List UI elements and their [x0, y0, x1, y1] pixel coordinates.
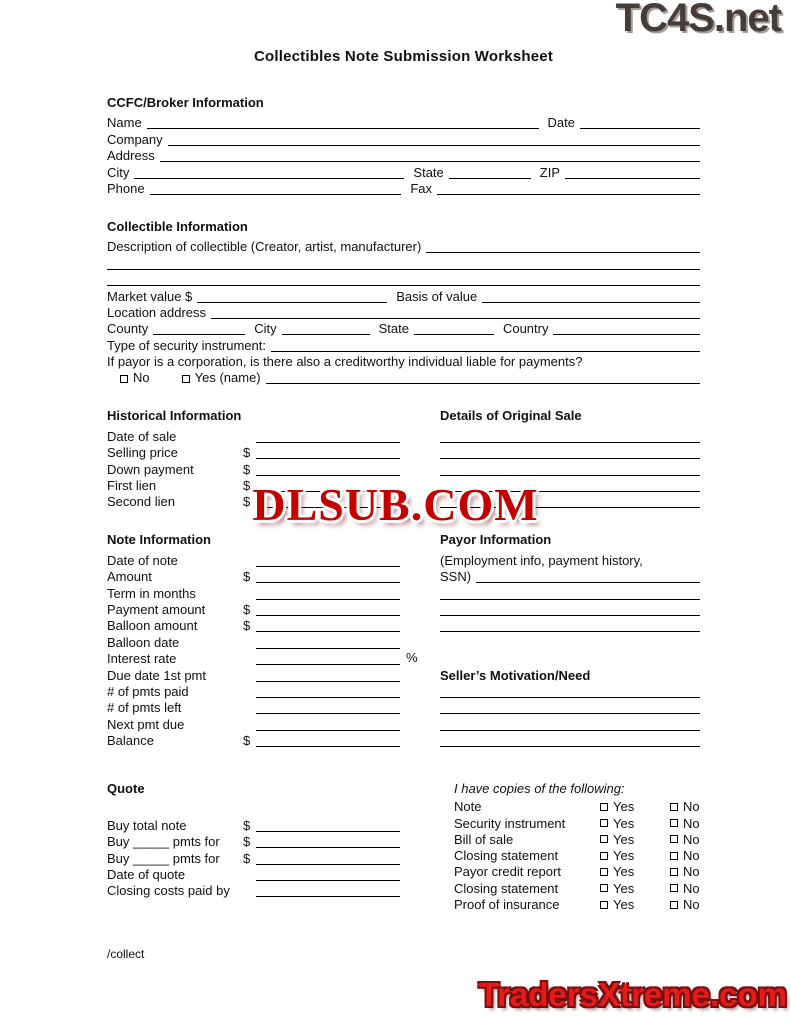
phone-label: Phone — [107, 180, 145, 196]
field-row — [440, 427, 700, 443]
field-row — [440, 444, 700, 460]
original-sale-heading: Details of Original Sale — [440, 408, 582, 424]
collect-footnote: /collect — [107, 946, 145, 961]
blank-line[interactable] — [440, 695, 700, 698]
state-blank-line[interactable] — [414, 332, 494, 335]
description-blank-line-3[interactable] — [107, 283, 700, 286]
copy-item-row — [454, 896, 700, 912]
blank-line[interactable] — [476, 580, 700, 583]
spacer — [107, 800, 440, 816]
copies-column — [440, 781, 700, 913]
field-row — [107, 444, 400, 460]
payor-note-line — [440, 551, 700, 567]
field-row — [440, 732, 700, 748]
address-blank-line[interactable] — [160, 159, 700, 162]
description-extra-row — [107, 254, 700, 270]
security-instrument-blank-line[interactable] — [271, 349, 700, 352]
basis-blank-line[interactable] — [482, 300, 700, 303]
field-label: # of pmts left — [107, 700, 182, 716]
dollar-sign: $ — [243, 478, 251, 494]
city-blank-line[interactable] — [134, 176, 404, 179]
copy-item-label: Payor credit report — [454, 864, 561, 880]
field-row — [440, 699, 700, 715]
field-row — [440, 715, 700, 731]
field-row — [107, 460, 400, 476]
address-row — [107, 147, 700, 163]
no-label: No — [683, 848, 700, 864]
copy-item-label: Closing statement — [454, 880, 559, 896]
dollar-sign: $ — [243, 569, 251, 585]
yes-checkbox[interactable] — [600, 852, 608, 860]
basis-label: Basis of value — [396, 288, 478, 304]
blank-line[interactable] — [440, 613, 700, 616]
dollar-sign: $ — [243, 850, 251, 866]
company-row — [107, 130, 700, 146]
phone-fax-row — [107, 180, 700, 196]
tradersxtreme-logo: TradersXtreme.com — [478, 976, 787, 1013]
field-label: Payment amount — [107, 601, 206, 617]
payor-heading: Payor Information — [440, 532, 552, 548]
field-label: Next pmt due — [107, 716, 185, 732]
country-label: Country — [502, 321, 549, 337]
no-checkbox[interactable] — [670, 803, 678, 811]
yes-checkbox[interactable] — [600, 819, 608, 827]
dlsub-watermark: DLSUB.COM — [252, 479, 539, 530]
field-label: # of pmts paid — [107, 683, 189, 699]
blank-line[interactable] — [256, 894, 400, 897]
blank-line[interactable] — [256, 829, 400, 832]
dollar-sign: $ — [243, 817, 251, 833]
field-label: First lien — [107, 478, 157, 494]
county-city-state-country-row — [107, 320, 700, 336]
dollar-sign: $ — [243, 445, 251, 461]
copy-item-label: Closing statement — [454, 848, 559, 864]
blank-line[interactable] — [256, 711, 400, 714]
copy-item-label: Note — [454, 799, 482, 815]
yes-checkbox[interactable] — [600, 901, 608, 909]
field-row — [440, 460, 700, 476]
address-label: Address — [107, 148, 155, 164]
field-row — [107, 715, 400, 731]
field-row — [107, 699, 400, 715]
blank-line[interactable] — [440, 744, 700, 747]
field-row — [107, 601, 400, 617]
historical-heading: Historical Information — [107, 408, 242, 424]
blank-line[interactable] — [256, 728, 400, 731]
blank-line[interactable] — [256, 564, 400, 567]
yes-label: Yes — [613, 831, 635, 847]
yes-label: Yes — [613, 799, 635, 815]
no-checkbox[interactable] — [670, 852, 678, 860]
copy-item-row — [454, 848, 700, 864]
field-label: Date of note — [107, 552, 178, 568]
ssn-row — [440, 568, 700, 584]
field-label: Balloon amount — [107, 618, 198, 634]
company-blank-line[interactable] — [168, 143, 700, 146]
blank-line[interactable] — [256, 629, 400, 632]
quote-section — [107, 781, 700, 913]
motivation-heading: Seller’s Motivation/Need — [440, 667, 591, 683]
field-row — [107, 617, 400, 633]
description-label: Description of collectible (Creator, artist, manufacturer) — [107, 239, 422, 255]
description-extra-row — [107, 271, 700, 287]
field-row — [107, 633, 400, 649]
description-blank-line[interactable] — [426, 250, 700, 253]
blank-line[interactable] — [256, 679, 400, 682]
state-blank-line[interactable] — [449, 176, 531, 179]
city-label: City — [254, 321, 277, 337]
blank-line[interactable] — [256, 473, 400, 476]
note-section — [107, 532, 700, 748]
security-instrument-row — [107, 336, 700, 352]
blank-line[interactable] — [256, 662, 400, 665]
city-label: City — [107, 164, 130, 180]
no-checkbox[interactable] — [670, 835, 678, 843]
field-row — [107, 584, 400, 600]
zip-blank-line[interactable] — [565, 176, 700, 179]
corporation-answer-row — [107, 369, 700, 385]
field-label: Balance — [107, 733, 154, 749]
field-row — [107, 683, 400, 699]
field-row — [107, 650, 418, 667]
blank-line[interactable] — [256, 597, 400, 600]
name-label: Name — [107, 115, 142, 131]
no-checkbox[interactable] — [670, 819, 678, 827]
payor-note-text: (Employment info, payment history, — [440, 552, 643, 568]
field-label: Balloon date — [107, 634, 180, 650]
county-blank-line[interactable] — [153, 332, 245, 335]
yes-label: Yes — [613, 880, 635, 896]
quote-heading: Quote — [107, 781, 145, 797]
dollar-sign: $ — [243, 618, 251, 634]
field-label: Selling price — [107, 445, 178, 461]
blank-line[interactable] — [256, 862, 400, 865]
fax-blank-line[interactable] — [437, 192, 700, 195]
field-row — [440, 601, 700, 617]
field-label: Buy total note — [107, 817, 187, 833]
copy-item-row — [454, 864, 700, 880]
dollar-sign: $ — [243, 834, 251, 850]
field-row — [107, 817, 400, 833]
no-label: No — [683, 799, 700, 815]
empty-row — [440, 650, 700, 666]
blank-line[interactable] — [440, 473, 700, 476]
no-label: No — [683, 897, 700, 913]
state-label: State — [413, 164, 444, 180]
copy-item-row — [454, 880, 700, 896]
copies-heading: I have copies of the following: — [454, 781, 625, 797]
company-label: Company — [107, 131, 163, 147]
broker-heading: CCFC/Broker Information — [107, 95, 264, 110]
state-label: State — [378, 321, 409, 337]
corporation-question: If payor is a corporation, is there also a creditworthy individual liable for payments? — [107, 354, 583, 370]
date-blank-line[interactable] — [580, 126, 700, 129]
quote-column — [107, 781, 440, 913]
field-row — [107, 568, 400, 584]
percent-sign: % — [406, 650, 418, 666]
yes-checkbox[interactable] — [600, 884, 608, 892]
copy-item-label: Proof of insurance — [454, 897, 560, 913]
field-label: Date of quote — [107, 867, 186, 883]
dollar-sign: $ — [243, 461, 251, 477]
location-label: Location address — [107, 304, 207, 320]
copy-item-row — [454, 815, 700, 831]
field-row — [107, 849, 400, 865]
yes-checkbox[interactable] — [600, 835, 608, 843]
empty-row — [440, 633, 700, 649]
phone-blank-line[interactable] — [150, 192, 402, 195]
field-label: Due date 1st pmt — [107, 667, 206, 683]
dollar-sign: $ — [243, 733, 251, 749]
field-row — [107, 666, 400, 682]
yes-label: Yes — [613, 864, 635, 880]
name-date-row — [107, 114, 700, 130]
field-label: Amount — [107, 569, 152, 585]
blank-line[interactable] — [256, 845, 400, 848]
ssn-label: SSN) — [440, 569, 472, 585]
copy-item-label: Security instrument — [454, 815, 566, 831]
yes-name-label: Yes (name) — [194, 370, 261, 386]
blank-line[interactable] — [256, 456, 400, 459]
page-title: Collectibles Note Submission Worksheet — [253, 48, 554, 65]
collectible-section — [107, 219, 700, 386]
field-label: Closing costs paid by — [107, 883, 230, 899]
broker-section — [107, 95, 700, 196]
blank-line[interactable] — [256, 613, 400, 616]
security-instrument-label: Type of security instrument: — [107, 337, 266, 353]
field-row — [440, 683, 700, 699]
blank-line[interactable] — [256, 695, 400, 698]
market-value-label: Market value $ — [107, 288, 193, 304]
yes-label: Yes — [613, 815, 635, 831]
no-checkbox[interactable] — [670, 884, 678, 892]
blank-line[interactable] — [440, 711, 700, 714]
location-blank-line[interactable] — [211, 316, 700, 319]
yes-checkbox[interactable] — [600, 868, 608, 876]
field-row — [107, 427, 400, 443]
note-column — [107, 532, 440, 748]
field-label: Second lien — [107, 494, 175, 510]
payor-column — [440, 532, 700, 748]
no-label: No — [683, 831, 700, 847]
field-row — [107, 551, 400, 567]
blank-line[interactable] — [256, 744, 400, 747]
city-blank-line[interactable] — [282, 332, 370, 335]
dollar-sign: $ — [243, 494, 251, 510]
copy-item-row — [454, 799, 700, 815]
blank-line[interactable] — [256, 646, 400, 649]
blank-line[interactable] — [440, 440, 700, 443]
field-label: Down payment — [107, 461, 194, 477]
yes-checkbox[interactable] — [182, 375, 190, 383]
county-label: County — [107, 321, 149, 337]
field-label: Term in months — [107, 585, 196, 601]
no-label: No — [133, 370, 150, 386]
no-label: No — [683, 864, 700, 880]
yes-label: Yes — [613, 848, 635, 864]
field-label: Buy _____ pmts for — [107, 834, 220, 850]
yes-checkbox[interactable] — [600, 803, 608, 811]
no-checkbox[interactable] — [120, 375, 128, 383]
field-label: Buy _____ pmts for — [107, 850, 220, 866]
blank-line[interactable] — [440, 728, 700, 731]
blank-line[interactable] — [256, 580, 400, 583]
copy-item-label: Bill of sale — [454, 831, 514, 847]
field-label: Interest rate — [107, 651, 177, 667]
field-label: Date of sale — [107, 428, 177, 444]
fax-label: Fax — [410, 180, 432, 196]
blank-line[interactable] — [256, 440, 400, 443]
collectible-heading: Collectible Information — [107, 218, 248, 234]
no-checkbox[interactable] — [670, 901, 678, 909]
yes-name-blank-line[interactable] — [266, 381, 700, 384]
tc4s-logo: TC4S.net — [615, 0, 781, 40]
description-row — [107, 238, 700, 254]
location-row — [107, 304, 700, 320]
market-value-row — [107, 287, 700, 303]
field-row — [107, 732, 400, 748]
blank-line[interactable] — [256, 878, 400, 881]
name-blank-line[interactable] — [147, 126, 539, 129]
blank-line[interactable] — [440, 597, 700, 600]
dollar-sign: $ — [243, 601, 251, 617]
field-row — [440, 617, 700, 633]
copy-item-row — [454, 831, 700, 847]
zip-label: ZIP — [539, 164, 560, 180]
note-heading: Note Information — [107, 532, 211, 548]
field-row — [440, 584, 700, 600]
corporation-question-row — [107, 353, 700, 369]
market-value-blank-line[interactable] — [197, 300, 387, 303]
date-label: Date — [547, 115, 575, 131]
country-blank-line[interactable] — [553, 332, 700, 335]
yes-label: Yes — [613, 897, 635, 913]
field-row — [107, 866, 400, 882]
motivation-heading-row — [440, 666, 700, 682]
blank-line[interactable] — [440, 456, 700, 459]
no-label: No — [683, 880, 700, 896]
city-state-zip-row — [107, 163, 700, 179]
field-row — [107, 833, 400, 849]
no-checkbox[interactable] — [670, 868, 678, 876]
field-row — [107, 882, 400, 898]
no-label: No — [683, 815, 700, 831]
description-blank-line-2[interactable] — [107, 267, 700, 270]
blank-line[interactable] — [440, 629, 700, 632]
